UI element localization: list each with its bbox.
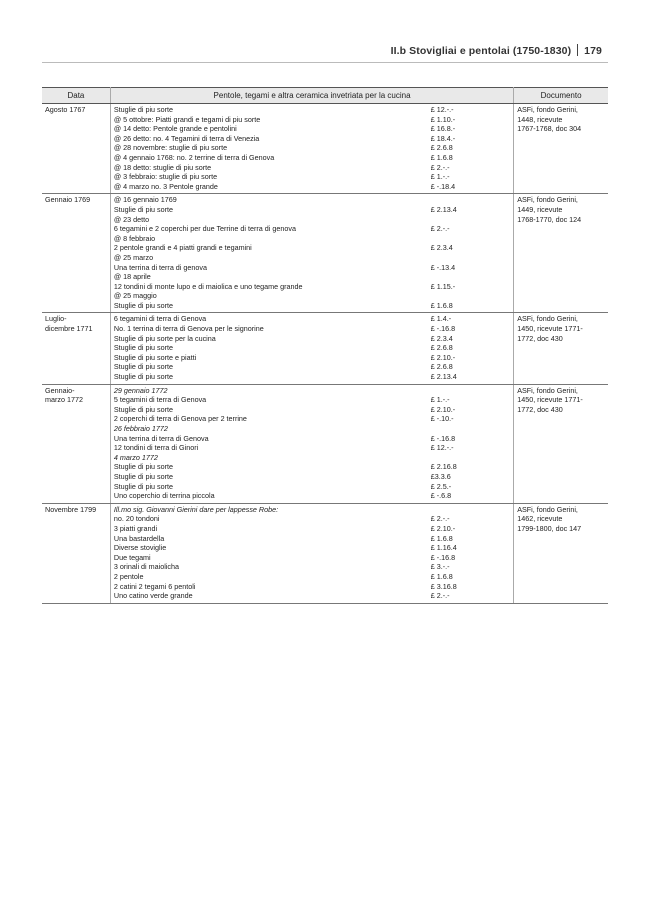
item-line: Stuglie di piu sorte xyxy=(113,362,174,372)
item-line: Una terrina di terra di genova xyxy=(113,262,207,272)
item-line: Diverse stoviglie xyxy=(113,543,167,553)
document-line: 1462, ricevute xyxy=(517,514,563,524)
item-line: 4 marzo 1772 xyxy=(113,452,158,462)
document-line: 1799-1800, doc 147 xyxy=(517,523,582,533)
item-line: 12 tondini di terra di Ginori xyxy=(113,443,199,453)
amount-value: £ 2.-.- xyxy=(430,514,450,524)
item-line: 3 piatti grandi xyxy=(113,523,158,533)
item-line: @ 3 febbraio: stuglie di piu sorte xyxy=(113,172,218,182)
amount-value: £ -.13.4 xyxy=(430,262,456,272)
document-line: 1450, ricevute 1771- xyxy=(517,324,583,334)
document-line: ASFi, fondo Gerini, xyxy=(517,195,578,205)
amount-value: £ -.6.8 xyxy=(430,491,452,501)
item-line: Una terrina di terra di Genova xyxy=(113,433,209,443)
table-header-row xyxy=(42,88,608,104)
amount-value: £ 2.13.4 xyxy=(430,204,457,214)
amount-value: £ 2.6.8 xyxy=(430,143,453,153)
item-line: @ 26 detto: no. 4 Tegamini di terra di Venezia xyxy=(113,133,260,143)
item-line: Stuglie di piu sorte xyxy=(113,481,174,491)
amount-value: £ 16.8.- xyxy=(430,124,456,134)
amount-value: £ 1.15.- xyxy=(430,281,456,291)
item-line: @ 18 detto: stuglie di piu sorte xyxy=(113,162,212,172)
amount-value: £ 2.5.- xyxy=(430,481,452,491)
item-line: 2 coperchi di terra di Genova per 2 terrine xyxy=(113,414,247,424)
item-line: Stuglie di piu sorte xyxy=(113,462,174,472)
amount-value: £ 1.6.8 xyxy=(430,300,453,310)
date-line: Novembre 1799 xyxy=(45,504,97,514)
amount-cell xyxy=(428,503,514,603)
item-line: 12 tondini di monte lupo e di maiolica e uno tegame grande xyxy=(113,281,303,291)
item-line: Due tegami xyxy=(113,552,151,562)
amount-value xyxy=(431,291,510,301)
document-cell xyxy=(514,104,608,194)
amount-value: £ 2.10.- xyxy=(430,352,456,362)
item-line: Stuglie di piu sorte xyxy=(113,372,174,382)
item-line: Stuglie di piu sorte xyxy=(113,471,174,481)
header-rule xyxy=(42,62,608,63)
item-line: Stuglie di piu sorte e piatti xyxy=(113,352,197,362)
item-line: 2 catini 2 tegami 6 pentoli xyxy=(113,581,196,591)
amount-cell xyxy=(428,313,514,384)
date-cell xyxy=(42,104,110,194)
amount-value: £ 2.-.- xyxy=(430,224,450,234)
amount-value: £ -.10.- xyxy=(430,414,454,424)
column-header-document: Documento xyxy=(514,88,608,104)
amount-value: £ -.18.4 xyxy=(430,181,456,191)
amount-value: £ 1.16.4 xyxy=(430,543,457,553)
amount-value: £ 2.3.4 xyxy=(430,243,453,253)
item-line: @ 14 detto: Pentole grande e pentolini xyxy=(113,124,237,134)
item-line: 26 febbraio 1772 xyxy=(113,424,168,433)
amount-cell xyxy=(428,104,514,194)
item-line: Stuglie di piu sorte per la cucina xyxy=(113,333,216,343)
item-line: Stuglie di piu sorte xyxy=(113,204,174,214)
table-row xyxy=(42,194,608,313)
amount-value: £ -.16.8 xyxy=(430,552,456,562)
item-line: Ill.mo sig. Giovanni Gierini dare per lappesse Robe: xyxy=(113,504,279,514)
amount-value: £ 18.4.- xyxy=(430,133,456,143)
item-line: @ 16 gennaio 1769 xyxy=(113,195,177,205)
item-line: @ 18 aprile xyxy=(113,272,151,282)
date-line: Gennaio 1769 xyxy=(45,195,91,205)
item-line: 3 orinali di maiolicha xyxy=(113,562,180,572)
document-cell xyxy=(514,503,608,603)
item-line: No. 1 terrina di terra di Genova per le signorine xyxy=(113,324,264,334)
document-line: 1449, ricevute xyxy=(517,204,563,214)
column-header-items: Pentole, tegami e altra ceramica invetriata per la cucina xyxy=(110,88,513,104)
item-line: 2 pentole xyxy=(113,571,144,581)
item-line: @ 25 marzo xyxy=(113,252,154,262)
item-line: Uno catino verde grande xyxy=(113,591,193,601)
amount-value: £ 2.3.4 xyxy=(430,333,453,343)
amount-value: £ 2.13.4 xyxy=(430,372,457,382)
amount-value: £ 12.-.- xyxy=(430,443,454,453)
amount-value: £ 1.6.8 xyxy=(430,571,453,581)
amount-value: £ 2.16.8 xyxy=(430,462,457,472)
amount-value xyxy=(431,234,510,244)
document-line: 1767-1768, doc 304 xyxy=(517,124,582,134)
document-line: ASFi, fondo Gerini, xyxy=(517,105,578,114)
running-head xyxy=(391,44,602,57)
amount-value xyxy=(431,453,510,463)
document-line: ASFi, fondo Gerini, xyxy=(517,314,578,324)
date-cell xyxy=(42,194,110,313)
date-line: Gennaio- xyxy=(45,385,75,395)
amount-value: £ 2.-.- xyxy=(430,591,450,601)
item-line: Una bastardella xyxy=(113,533,165,543)
amount-value: £ 2.6.8 xyxy=(430,343,453,353)
amount-value xyxy=(431,195,510,205)
table-row xyxy=(42,384,608,503)
amount-cell xyxy=(428,194,514,313)
amount-cell xyxy=(428,384,514,503)
item-line: @ 8 febbraio xyxy=(113,233,156,243)
date-cell xyxy=(42,503,110,603)
amount-value: £ 3.16.8 xyxy=(430,581,457,591)
amount-value: £ 12.-.- xyxy=(430,105,454,114)
amount-value: £ 1.-.- xyxy=(430,172,450,182)
amount-value xyxy=(431,505,510,515)
amount-value: £ 1.10.- xyxy=(430,114,456,124)
item-line: 6 tegamini di terra di Genova xyxy=(113,314,207,324)
chapter-title: II.b Stovigliai e pentolai (1750-1830) xyxy=(390,45,572,57)
amount-value: £ 1.6.8 xyxy=(430,533,453,543)
date-cell xyxy=(42,384,110,503)
amount-value xyxy=(431,424,510,434)
table-row xyxy=(42,503,608,603)
item-line: 2 pentole grandi e 4 piatti grandi e tegamini xyxy=(113,243,252,253)
ceramics-table xyxy=(42,87,608,604)
table-row xyxy=(42,104,608,194)
item-line: @ 4 marzo no. 3 Pentole grande xyxy=(113,181,218,191)
amount-value: £ 2.10.- xyxy=(430,404,456,414)
amount-value: £ 1.4.- xyxy=(430,314,452,324)
document-cell xyxy=(514,194,608,313)
item-line: @ 5 ottobre: Piatti grandi e tegami di piu sorte xyxy=(113,114,261,124)
document-line: 1450, ricevute 1771- xyxy=(517,395,583,405)
amount-value xyxy=(431,215,510,225)
item-line: @ 23 detto xyxy=(113,214,150,224)
item-line: Stuglie di piu sorte xyxy=(113,404,174,414)
document-cell xyxy=(514,384,608,503)
item-line: 6 tegamini e 2 coperchi per due Terrine di terra di genova xyxy=(113,224,296,234)
document-cell xyxy=(514,313,608,384)
date-line: Luglio- xyxy=(45,314,67,324)
table-row xyxy=(42,313,608,384)
date-line: dicembre 1771 xyxy=(45,324,93,334)
item-line: 29 gennaio 1772 xyxy=(113,385,168,395)
item-line: Stuglie di piu sorte xyxy=(113,105,174,114)
date-line: Agosto 1767 xyxy=(45,105,86,114)
amount-value xyxy=(431,386,510,396)
amount-value: £ -.16.8 xyxy=(430,324,456,334)
date-cell xyxy=(42,313,110,384)
item-line: Stuglie di piu sorte xyxy=(113,300,174,310)
amount-value: £ 2.6.8 xyxy=(430,362,453,372)
page-number: 179 xyxy=(584,45,602,57)
table-body xyxy=(42,104,608,604)
amount-value: £ -.16.8 xyxy=(430,433,456,443)
items-cell xyxy=(110,503,427,603)
items-cell xyxy=(110,104,427,194)
document-line: 1772, doc 430 xyxy=(517,333,563,343)
amount-value: £3.3.6 xyxy=(430,471,451,481)
document-line: 1448, ricevute xyxy=(517,114,563,124)
header-separator xyxy=(577,44,578,56)
document-line: 1768-1770, doc 124 xyxy=(517,214,582,224)
document-line: 1772, doc 430 xyxy=(517,404,563,414)
date-line: marzo 1772 xyxy=(45,395,83,405)
amount-value: £ 3.-.- xyxy=(430,562,450,572)
amount-value: £ 1.-.- xyxy=(430,395,450,405)
items-cell xyxy=(110,384,427,503)
item-line: 5 tegamini di terra di Genova xyxy=(113,395,207,405)
document-line: ASFi, fondo Gerini, xyxy=(517,504,578,514)
amount-value: £ 2.10.- xyxy=(430,523,456,533)
item-line: @ 28 novembre: stuglie di piu sorte xyxy=(113,143,228,153)
amount-value: £ 2.-.- xyxy=(430,162,450,172)
amount-value xyxy=(431,272,510,282)
item-line: @ 25 maggio xyxy=(113,291,157,301)
items-cell xyxy=(110,313,427,384)
item-line: Uno coperchio di terrina piccola xyxy=(113,491,215,501)
items-cell xyxy=(110,194,427,313)
item-line: @ 4 gennaio 1768: no. 2 terrine di terra di Genova xyxy=(113,152,275,162)
document-line: ASFi, fondo Gerini, xyxy=(517,385,578,395)
amount-value: £ 1.6.8 xyxy=(430,152,453,162)
amount-value xyxy=(431,253,510,263)
column-header-date: Data xyxy=(42,88,110,104)
item-line: no. 20 tondoni xyxy=(113,514,160,524)
item-line: Stuglie di piu sorte xyxy=(113,343,174,353)
